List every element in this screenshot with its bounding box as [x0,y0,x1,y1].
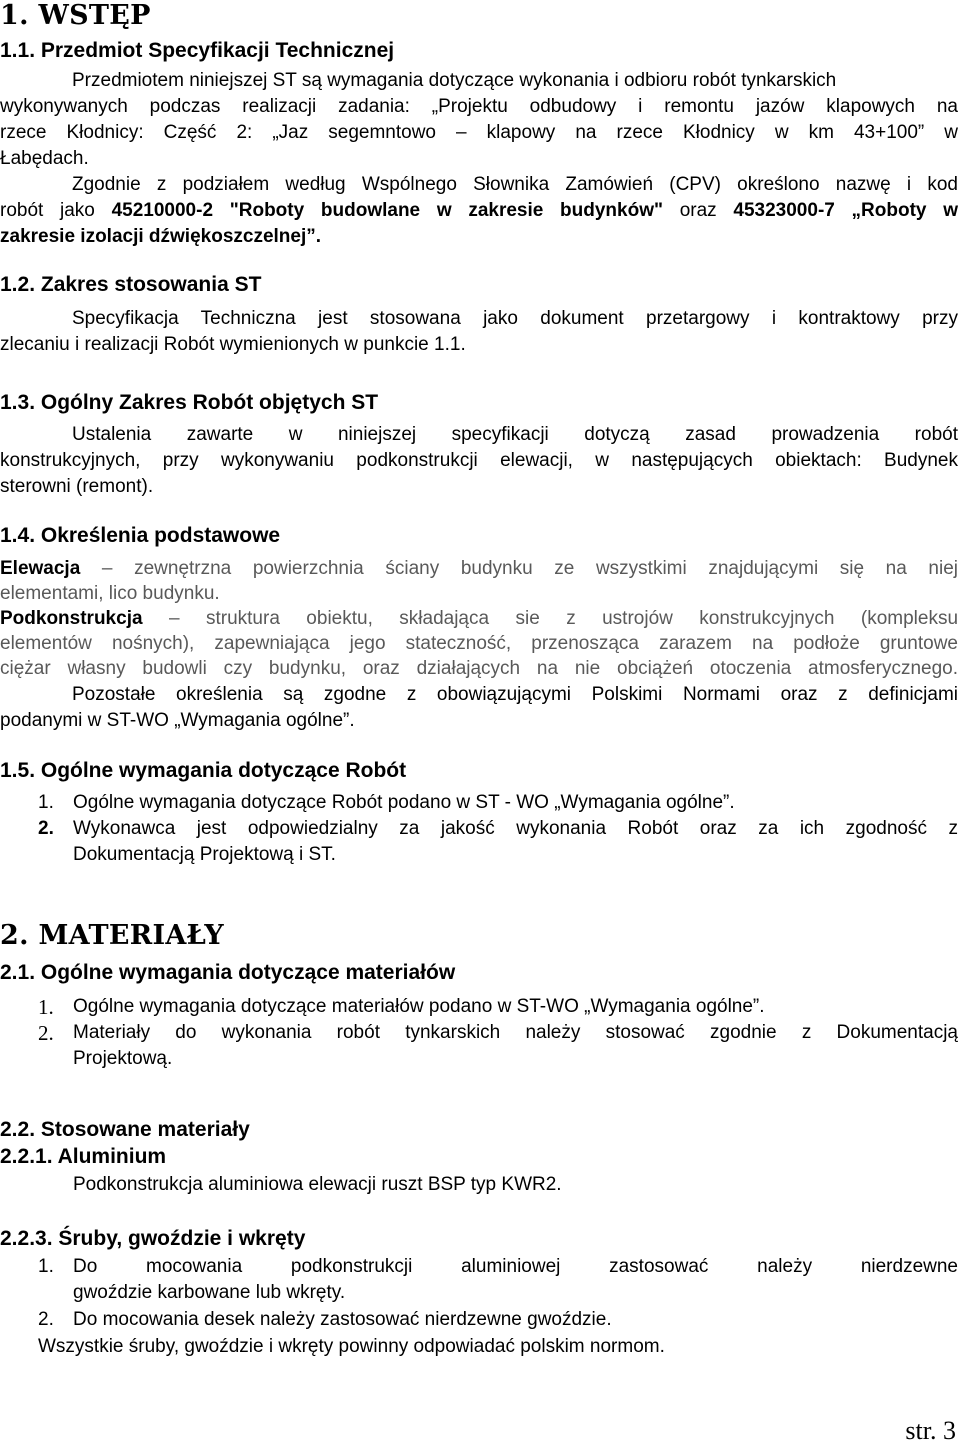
cpv-code-1: 45210000-2 "Roboty budowlane w zakresie budynków" [111,200,663,221]
heading-2-1: 2.1. Ogólne wymagania dotyczące materiałów [0,961,456,984]
paragraph-2-2-1: Podkonstrukcja aluminiowa elewacji ruszt BSP typ KWR2. [73,1174,562,1195]
heading-2-2: 2.2. Stosowane materiały [0,1118,250,1141]
page-number: str. 3 [905,1416,956,1445]
heading-1-4: 1.4. Określenia podstawowe [0,524,281,547]
definition-elewacja-line-2: elementami, lico budynku. [0,583,220,604]
paragraph-2-line-3: zakresie izolacji dźwiękoszczelnej”. [0,226,322,247]
definition-podkonstrukcja-line-2: elementów nośnych), zapewniająca jego stateczność, przenosząca zarazem na podłoże gruntowe [0,633,958,654]
list-1-5-item-1-text: Ogólne wymagania dotyczące Robót podano w ST - WO „Wymagania ogólne”. [73,792,735,813]
definition-podkonstrukcja-line-1 [0,606,958,632]
text-line: Przedmiotem niniejszej ST są wymagania dotyczące wykonania i odbioru robót tynkarskich [72,70,837,91]
definition-text: – zewnętrzna powierzchnia ściany budynku ze wszystkimi znajdującymi się na niej [101,558,959,579]
paragraph-3-line-2: zlecaniu i realizacji Robót wymienionych w punkcie 1.1. [0,334,466,355]
list-2-1-item-2-number: 2. [38,1021,54,1045]
paragraph-5-line-2: podanymi w ST-WO „Wymagania ogólne”. [0,710,355,731]
paragraph-2-line-1: Zgodnie z podziałem według Wspólnego Słownika Zamówień (CPV) określono nazwę i kod [72,174,958,195]
list-1-5-item-1-number: 1. [38,792,54,813]
list-1-5-item-2-line-2: Dokumentacją Projektową i ST. [73,844,336,865]
term-podkonstrukcja: Podkonstrukcja [0,608,143,629]
paragraph-1-line-4: Łabędach. [0,148,89,169]
list-2-2-3-item-1-line-2: gwoździe karbowane lub wkręty. [73,1282,346,1303]
list-2-1-item-1-number: 1. [38,995,54,1019]
heading-1-3: 1.3. Ogólny Zakres Robót objętych ST [0,391,379,414]
list-2-1-item-2-line-2: Projektową. [73,1048,173,1069]
paragraph-1-line-3: rzece Kłodnicy: Część 2: „Jaz segemntowo – klapowy na rzece Kłodnicy w km 43+100” w [0,122,958,143]
paragraph-5-line-1: Pozostałe określenia są zgodne z obowiązującymi Polskimi Normami oraz z definicjami [72,684,958,705]
list-2-1-item-1-text: Ogólne wymagania dotyczące materiałów podano w ST-WO „Wymagania ogólne”. [73,996,765,1017]
section-title-1: 1. WSTĘP [0,0,151,31]
list-2-2-3-item-1-number: 1. [38,1256,54,1277]
term-elewacja: Elewacja [0,558,81,579]
list-1-5-item-2-line-1: Wykonawca jest odpowiedzialny za jakość wykonania Robót oraz za ich zgodność z [73,818,958,839]
heading-1-1: 1.1. Przedmiot Specyfikacji Technicznej [0,39,395,62]
paragraph-3-line-1: Specyfikacja Techniczna jest stosowana jako dokument przetargowy i kontraktowy przy [72,308,958,329]
list-1-5-item-2-number: 2. [38,818,54,839]
heading-1-5: 1.5. Ogólne wymagania dotyczące Robót [0,759,407,782]
definition-text: – struktura obiektu, składająca sie z ustrojów konstrukcyjnych (kompleksu [168,608,959,629]
definition-podkonstrukcja-line-3: ciężar własny budowli czy budynku, oraz działających na nie obciążeń otoczenia atmosferycznego. [0,658,958,679]
paragraph-final: Wszystkie śruby, gwoździe i wkręty powinny odpowiadać polskim normom. [38,1336,665,1357]
cpv-code-2: 45323000-7 „Roboty w [733,200,958,221]
definition-elewacja-line-1 [0,556,958,582]
heading-1-2: 1.2. Zakres stosowania ST [0,273,262,296]
list-2-2-3-item-2-number: 2. [38,1309,54,1330]
heading-2-2-1: 2.2.1. Aluminium [0,1145,167,1168]
paragraph-2-line-2 [0,198,958,224]
paragraph-4-line-1: Ustalenia zawarte w niniejszej specyfikacji dotyczą zasad prowadzenia robót [72,424,958,445]
list-2-2-3-item-1-line-1: Do mocowania podkonstrukcji aluminiowej zastosować należy nierdzewne [73,1256,958,1277]
text-span: oraz [663,200,734,221]
heading-2-2-3: 2.2.3. Śruby, gwoździe i wkręty [0,1227,306,1250]
text-span: robót jako [0,200,112,221]
paragraph-1-line-1 [0,68,958,94]
paragraph-1-line-2: wykonywanych podczas realizacji zadania: „Projektu odbudowy i remontu jazów klapowych na [0,96,958,117]
list-2-2-3-item-2-text: Do mocowania desek należy zastosować nierdzewne gwoździe. [73,1309,612,1330]
section-title-2: 2. MATERIAŁY [0,920,224,951]
paragraph-4-line-3: sterowni (remont). [0,476,154,497]
paragraph-4-line-2: konstrukcyjnych, przy wykonywaniu podkonstrukcji elewacji, w następujących obiektach: Budynek [0,450,958,471]
list-2-1-item-2-line-1: Materiały do wykonania robót tynkarskich należy stosować zgodnie z Dokumentacją [73,1022,958,1043]
